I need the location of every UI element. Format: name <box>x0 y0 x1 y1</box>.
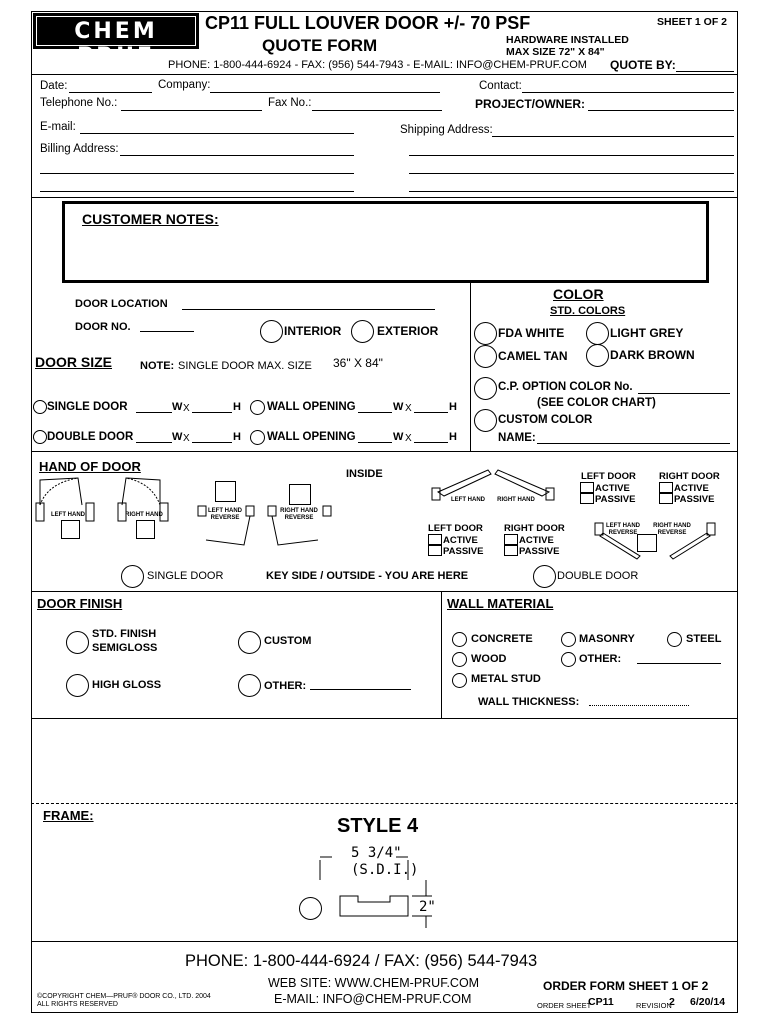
date-label: Date: <box>40 80 68 92</box>
note-label: NOTE: <box>140 360 175 372</box>
frame-width-dimension: 5 3/4" <box>351 845 402 861</box>
concrete-label: CONCRETE <box>471 633 533 645</box>
shipping-label: Shipping Address: <box>400 124 493 136</box>
lower-left-door-active-checkbox[interactable] <box>428 534 442 545</box>
color-title: COLOR <box>553 286 604 302</box>
max-size: MAX SIZE 72" X 84" <box>506 46 605 58</box>
left-hand-checkbox[interactable] <box>61 520 80 539</box>
wall-thickness-label: WALL THICKNESS: <box>478 696 580 708</box>
h-label: H <box>449 431 457 443</box>
door-finish-title: DOOR FINISH <box>37 596 123 611</box>
custom-finish-label: CUSTOM <box>264 635 312 647</box>
frame-style-label: STYLE 4 <box>337 815 419 837</box>
right-door-label: RIGHT DOOR <box>659 471 720 482</box>
wall-opening-label: WALL OPENING <box>267 431 356 443</box>
right-hand-reverse-checkbox[interactable] <box>289 484 311 505</box>
h-label: H <box>449 401 457 413</box>
note-size: 36" X 84" <box>333 356 383 370</box>
right-door-label: RIGHT DOOR <box>504 523 565 534</box>
double-door-hand-label: DOUBLE DOOR <box>557 570 639 582</box>
left-door-label: LEFT DOOR <box>581 471 636 482</box>
metal-stud-radio[interactable] <box>452 673 467 688</box>
single-door-label: SINGLE DOOR <box>47 401 128 413</box>
contact-line: PHONE: 1-800-444-6924 - FAX: (956) 544-7943 - E-MAIL: INFO@CHEM-PRUF.COM <box>168 59 587 71</box>
revision-number: 2 <box>669 996 675 1008</box>
std-finish-radio[interactable] <box>66 631 89 654</box>
double-right-hand-reverse-label: RIGHT HAND REVERSE <box>653 523 691 536</box>
wall-thickness-field[interactable] <box>589 705 689 706</box>
frame-profile-drawing <box>300 840 450 930</box>
color-name-label: NAME: <box>498 432 536 444</box>
exterior-label: EXTERIOR <box>377 324 439 338</box>
left-hand-label: LEFT HAND <box>51 512 85 518</box>
std-colors-label: STD. COLORS <box>550 305 626 317</box>
active-label: ACTIVE <box>519 535 554 546</box>
double-left-hand-reverse-label: LEFT HAND REVERSE <box>606 523 640 536</box>
x-label: X <box>183 433 190 444</box>
other-wall-label: OTHER: <box>579 653 622 665</box>
see-color-chart: (SEE COLOR CHART) <box>537 397 656 409</box>
frame-depth-dimension: 2" <box>419 899 436 915</box>
other-wall-radio[interactable] <box>561 652 576 667</box>
wall-material-title: WALL MATERIAL <box>447 596 554 611</box>
project-owner-label: PROJECT/OWNER: <box>475 97 586 111</box>
dark-brown-label: DARK BROWN <box>610 348 695 362</box>
other-finish-field[interactable] <box>310 689 411 690</box>
door-number-label: DOOR NO. <box>75 321 131 333</box>
email-label: E-mail: <box>40 121 76 133</box>
double-left-hand-label: LEFT HAND <box>451 497 485 503</box>
note-text: SINGLE DOOR MAX. SIZE <box>178 360 312 372</box>
interior-label: INTERIOR <box>284 324 342 338</box>
all-rights-reserved: ALL RIGHTS RESERVED <box>37 1001 118 1008</box>
order-sheet-label: ORDER SHEET <box>537 1001 592 1010</box>
frame-style-radio[interactable] <box>299 897 322 920</box>
light-grey-label: LIGHT GREY <box>610 326 684 340</box>
x-label: X <box>405 403 412 414</box>
other-finish-radio[interactable] <box>238 674 261 697</box>
left-hand-reverse-checkbox[interactable] <box>215 481 236 502</box>
left-door-active-checkbox[interactable] <box>580 482 594 493</box>
right-hand-door-icon <box>122 478 160 505</box>
double-door-hand-radio[interactable] <box>533 565 556 588</box>
wall-opening-label: WALL OPENING <box>267 401 356 413</box>
company-label: Company: <box>158 79 211 91</box>
w-label: W <box>172 401 183 413</box>
right-hand-label: RIGHT HAND <box>125 512 163 518</box>
h-label: H <box>233 401 241 413</box>
footer-email: E-MAIL: INFO@CHEM-PRUF.COM <box>274 992 472 1006</box>
door-size-title: DOOR SIZE <box>35 354 113 370</box>
high-gloss-radio[interactable] <box>66 674 89 697</box>
single-door-hand-label: SINGLE DOOR <box>147 570 224 582</box>
active-label: ACTIVE <box>674 483 709 494</box>
double-door-label: DOUBLE DOOR <box>47 431 134 443</box>
revision-date: 6/20/14 <box>690 996 726 1008</box>
semigloss-label: SEMIGLOSS <box>92 642 158 654</box>
cp-option-label: C.P. OPTION COLOR No. <box>498 381 633 393</box>
left-hand-door-icon <box>40 478 82 505</box>
active-label: ACTIVE <box>443 535 478 546</box>
left-door-passive-checkbox[interactable] <box>580 493 594 504</box>
order-sheet-cp11: CP11 <box>588 996 614 1008</box>
key-side-label: KEY SIDE / OUTSIDE - YOU ARE HERE <box>266 570 469 582</box>
lower-left-door-passive-checkbox[interactable] <box>428 545 442 556</box>
camel-tan-label: CAMEL TAN <box>498 349 568 363</box>
left-door-label: LEFT DOOR <box>428 523 483 534</box>
steel-radio[interactable] <box>667 632 682 647</box>
right-door-active-checkbox[interactable] <box>659 482 673 493</box>
telephone-label: Telephone No.: <box>40 97 118 109</box>
passive-label: PASSIVE <box>595 494 636 505</box>
contact-label: Contact: <box>479 80 522 92</box>
high-gloss-label: HIGH GLOSS <box>92 679 162 691</box>
metal-stud-label: METAL STUD <box>471 673 541 685</box>
custom-finish-radio[interactable] <box>238 631 261 654</box>
other-wall-field[interactable] <box>637 663 721 664</box>
quote-by-label: QUOTE BY: <box>610 58 676 72</box>
std-finish-label: STD. FINISH <box>92 628 157 640</box>
door-location-label: DOOR LOCATION <box>75 298 168 310</box>
passive-label: PASSIVE <box>519 546 560 557</box>
other-finish-label: OTHER: <box>264 680 307 692</box>
right-hand-reverse-label: RIGHT HAND REVERSE <box>280 508 318 521</box>
sheet-number: SHEET 1 OF 2 <box>657 16 728 28</box>
wood-label: WOOD <box>471 653 507 665</box>
hand-of-door-title: HAND OF DOOR <box>39 459 141 474</box>
right-door-passive-checkbox[interactable] <box>659 493 673 504</box>
x-label: X <box>183 403 190 414</box>
active-label: ACTIVE <box>595 483 630 494</box>
masonry-label: MASONRY <box>579 633 635 645</box>
custom-color-label: CUSTOM COLOR <box>498 414 593 426</box>
fda-white-label: FDA WHITE <box>498 326 565 340</box>
double-reverse-checkbox[interactable] <box>637 534 657 552</box>
passive-label: PASSIVE <box>443 546 484 557</box>
double-right-hand-label: RIGHT HAND <box>497 497 535 503</box>
order-form-sheet: ORDER FORM SHEET 1 OF 2 <box>543 979 709 993</box>
h-label: H <box>233 431 241 443</box>
lower-right-door-passive-checkbox[interactable] <box>504 545 518 556</box>
revision-label: REVISION <box>636 1001 672 1010</box>
w-label: W <box>172 431 183 443</box>
lower-right-door-active-checkbox[interactable] <box>504 534 518 545</box>
inside-label: INSIDE <box>346 468 383 480</box>
chem-pruf-logo: CHEM PRUF <box>33 13 199 49</box>
billing-label: Billing Address: <box>40 143 119 155</box>
frame-sdi-label: (S.D.I.) <box>351 862 419 878</box>
steel-label: STEEL <box>686 633 722 645</box>
frame-title: FRAME: <box>43 808 94 823</box>
footer-website: WEB SITE: WWW.CHEM-PRUF.COM <box>268 976 480 990</box>
x-label: X <box>405 433 412 444</box>
copyright: ©COPYRIGHT CHEM—PRUF® DOOR CO., LTD. 2004 <box>37 993 211 1000</box>
concrete-radio[interactable] <box>452 632 467 647</box>
right-hand-checkbox[interactable] <box>136 520 155 539</box>
left-hand-reverse-label: LEFT HAND REVERSE <box>208 508 242 521</box>
form-title: CP11 FULL LOUVER DOOR +/- 70 PSF <box>205 13 531 33</box>
fax-label: Fax No.: <box>268 97 312 109</box>
single-door-hand-radio[interactable] <box>121 565 144 588</box>
w-label: W <box>393 401 404 413</box>
customer-notes-title: CUSTOMER NOTES: <box>82 211 219 227</box>
masonry-radio[interactable] <box>561 632 576 647</box>
hardware-installed: HARDWARE INSTALLED <box>506 34 629 46</box>
wood-radio[interactable] <box>452 652 467 667</box>
w-label: W <box>393 431 404 443</box>
double-door-inside-icon <box>438 470 491 496</box>
passive-label: PASSIVE <box>674 494 715 505</box>
footer-phone: PHONE: 1-800-444-6924 / FAX: (956) 544-7943 <box>185 952 538 970</box>
form-subtitle: QUOTE FORM <box>262 36 378 55</box>
